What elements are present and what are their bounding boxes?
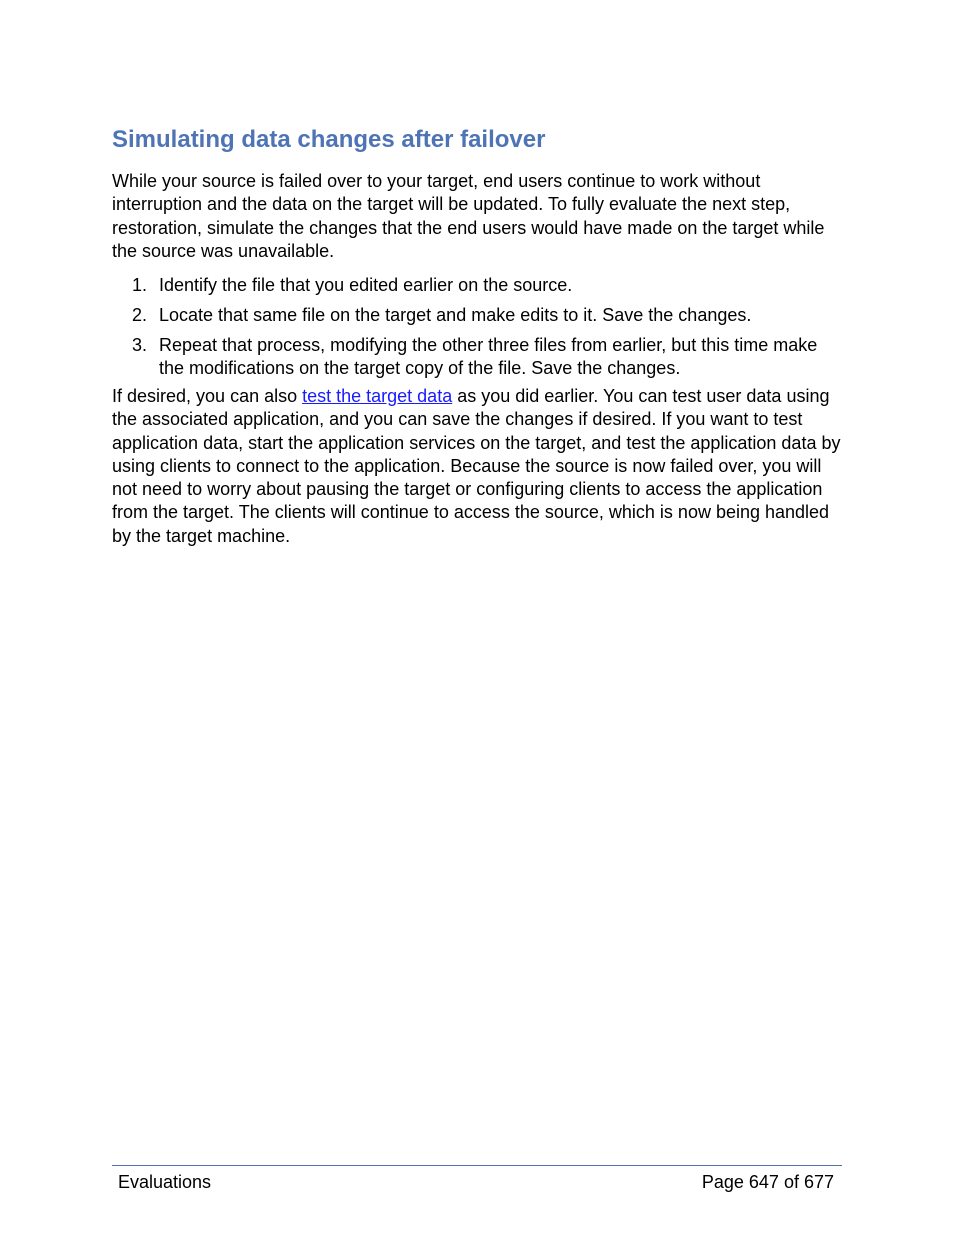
test-target-data-link[interactable]: test the target data xyxy=(302,386,453,406)
footer-divider xyxy=(112,1165,842,1166)
closing-text-before-link: If desired, you can also xyxy=(112,386,303,406)
step-number: 1. xyxy=(132,275,148,295)
step-text: Locate that same file on the target and make edits to it. Save the changes. xyxy=(159,304,752,325)
intro-paragraph: While your source is failed over to your target, end users continue to work without interruption and the data on the target will be updated. To fully evaluate the next step, restoration, simulate the changes that the end users would have made on the target while the source was unavailable. xyxy=(112,171,825,261)
list-item xyxy=(112,304,842,327)
footer-page-number: Page 647 of 677 xyxy=(701,1172,834,1192)
steps-list xyxy=(112,274,842,387)
list-item xyxy=(112,274,842,297)
section-heading: Simulating data changes after failover xyxy=(112,126,546,153)
footer-section-name: Evaluations xyxy=(118,1172,212,1192)
step-number: 2. xyxy=(132,304,148,325)
closing-text-after-link: as you did earlier. You can test user data using the associated application, and you can save the changes if desired. If you want to test application data, start the application services on the target, and test the application data by using clients to connect to the application. Because the source is now failed over, you will not need to worry about pausing the target or configuring clients to access the application from the target. The clients will continue to access the source, which is now being handled by the target machine. xyxy=(112,386,841,546)
step-number: 3. xyxy=(132,334,148,355)
list-item xyxy=(112,334,842,381)
step-text: Repeat that process, modifying the other three files from earlier, but this time make the modifications on the target copy of the file. Save the changes. xyxy=(159,334,818,378)
step-text: Identify the file that you edited earlier on the source. xyxy=(159,275,573,295)
closing-paragraph xyxy=(112,385,842,548)
